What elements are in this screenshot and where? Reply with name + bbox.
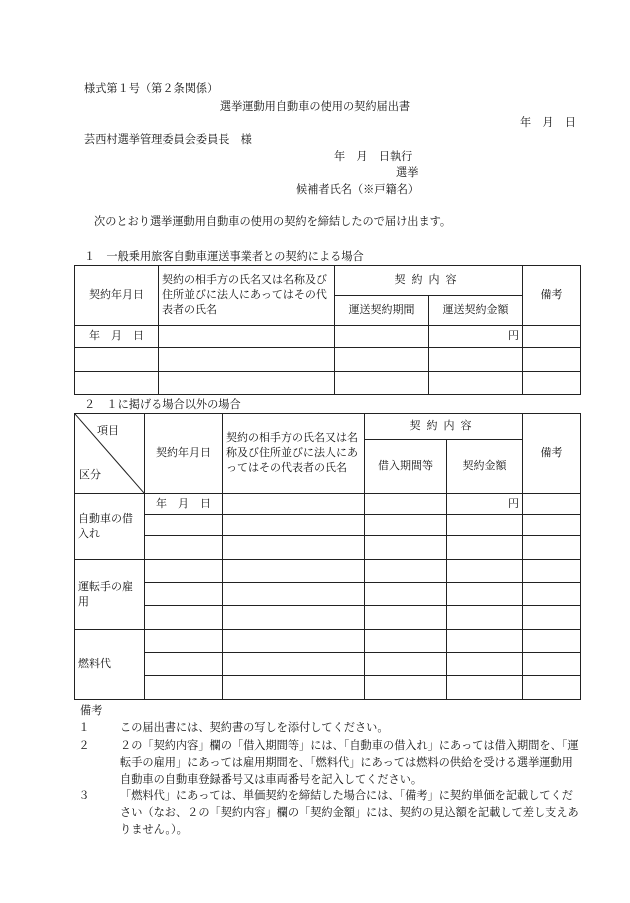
note-2-text: ２の「契約内容」欄の「借入期間等」には、「自動車の借入れ」にあっては借入期間を、「運転手の雇用」にあっては雇用期間を、「燃料代」にあっては燃料の供給を受ける選挙運動用自動車の自動車登録番号又は車両番号を記入してください。 <box>120 739 579 786</box>
s1-date-cell: 年 月 日 <box>75 326 159 348</box>
s2-header-party: 契約の相手方の氏名又は名称及び住所並びに法人にあってはその代表者の氏名 <box>223 414 365 494</box>
addressee: 芸西村選挙管理委員会委員長 様 <box>84 133 252 146</box>
document-title: 選挙運動用自動車の使用の契約届出書 <box>219 100 411 113</box>
s2-header-category: 区分 <box>79 468 101 482</box>
s1-header-party: 契約の相手方の氏名又は名称及び住所並びに法人にあってはその代表者の氏名 <box>159 266 335 326</box>
note-2-number: ２ <box>78 739 90 752</box>
s1-header-period: 運送契約期間 <box>335 296 429 326</box>
note-2 <box>78 738 584 788</box>
s2-header-amount: 契約金額 <box>447 440 523 494</box>
s2-header-item: 項目 <box>97 424 119 437</box>
section2-table <box>74 413 581 700</box>
s1-remarks-cell <box>523 326 581 348</box>
s2-header-content: 契約内容 <box>365 414 523 440</box>
s1-header-content: 契約内容 <box>335 266 523 296</box>
s2-header-remarks: 備考 <box>523 414 581 494</box>
s1-header-date: 契約年月日 <box>75 266 159 326</box>
s2-date-cell: 年 月 日 <box>145 494 223 515</box>
s2-header-date: 契約年月日 <box>145 414 223 494</box>
note-1-text: この届出書には、契約書の写しを添付してください。 <box>120 721 389 734</box>
s1-header-remarks: 備考 <box>523 266 581 326</box>
s2-header-period: 借入期間等 <box>365 440 447 494</box>
intro-text: 次のとおり選挙運動用自動車の使用の契約を締結したので届け出ます。 <box>94 215 452 228</box>
s2-category-fuel: 燃料代 <box>75 630 145 700</box>
submission-date: 年 月 日 <box>520 116 576 129</box>
s1-period-cell <box>335 326 429 348</box>
note-3-number: ３ <box>78 789 90 802</box>
note-1 <box>78 720 584 737</box>
s2-amount-cell: 円 <box>447 494 523 515</box>
candidate-name-label: 候補者氏名（※戸籍名） <box>296 183 420 196</box>
section1-title: １ 一般乗用旅客自動車運送事業者との契約による場合 <box>84 250 364 263</box>
election-name: 選挙 <box>396 166 419 179</box>
s2-category-driver: 運転手の雇用 <box>75 560 145 630</box>
s2-header-diagonal <box>75 414 145 494</box>
election-date: 年 月 日執行 <box>334 150 413 163</box>
s1-amount-cell: 円 <box>429 326 523 348</box>
s1-header-amount: 運送契約金額 <box>429 296 523 326</box>
section2-title: ２ １に掲げる場合以外の場合 <box>84 398 241 411</box>
note-3-text: 「燃料代」にあっては、単価契約を締結した場合には、「備考」に契約単価を記載してください（なお、２の「契約内容」欄の「契約金額」には、契約の見込額を記載して差し支えありません。）。 <box>120 789 579 836</box>
notes-heading: 備考 <box>80 704 103 717</box>
s1-party-cell <box>159 326 335 348</box>
s2-category-car: 自動車の借入れ <box>75 494 145 560</box>
note-3 <box>78 788 584 838</box>
section1-table <box>74 265 581 395</box>
form-number: 様式第１号（第２条関係） <box>84 82 219 95</box>
note-1-number: １ <box>78 721 90 734</box>
